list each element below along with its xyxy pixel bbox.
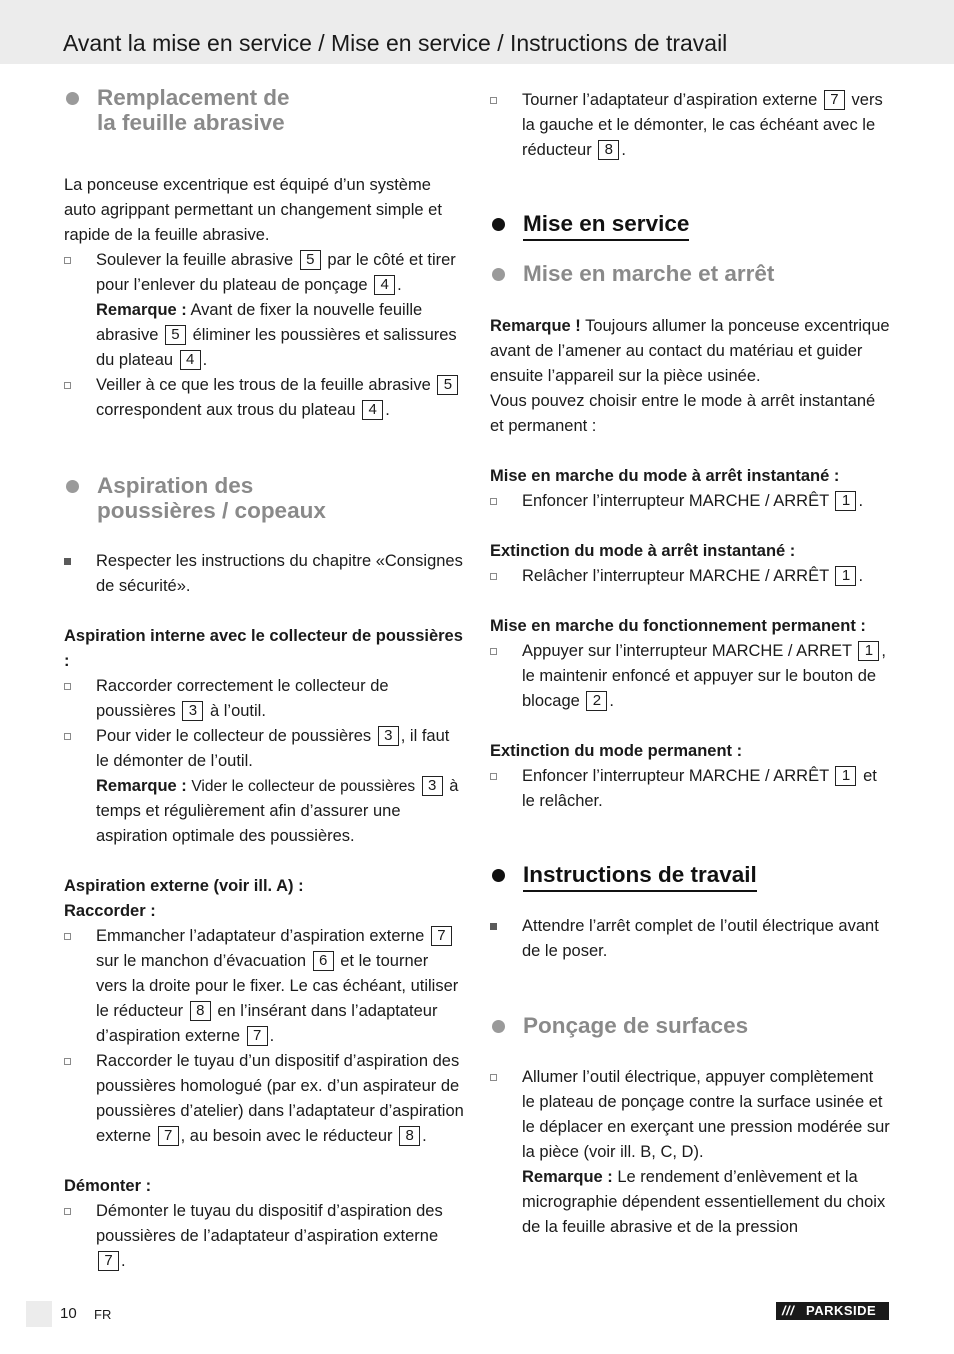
bullet-dot-icon <box>66 480 79 493</box>
instant-on-steps <box>490 489 890 514</box>
square-bullet-icon <box>490 923 497 930</box>
checkbox-bullet-icon <box>490 573 497 580</box>
section-heading-replacement: Remplacement de la feuille abrasive <box>64 85 464 135</box>
logo-slashes: /// <box>782 1303 795 1318</box>
intro-paragraph: La ponceuse excentrique est équipé d’un système auto agrippant permettant un changement simple et rapide de la feuille abrasive. <box>64 176 442 244</box>
warning-paragraph: Remarque ! Toujours allumer la ponceuse excentrique avant de l’amener au contact du matériau et guider ensuite l’appareil sur la pièce usinée. <box>490 317 890 385</box>
mode-paragraph: Vous pouvez choisir entre le mode à arrêt instantané et permanent : <box>490 392 876 435</box>
left-column <box>64 84 464 1274</box>
poncage-steps <box>490 1065 890 1240</box>
instant-off-steps <box>490 564 890 589</box>
subheading-instant-on: Mise en marche du mode à arrêt instantané : <box>490 467 840 485</box>
ref-number: 7 <box>431 926 452 946</box>
ref-number: 7 <box>98 1251 119 1271</box>
section-heading-aspiration: Aspiration des poussières / copeaux <box>64 473 464 523</box>
subheading-permanent-off: Extinction du mode permanent : <box>490 742 743 760</box>
checkbox-bullet-icon <box>490 648 497 655</box>
subheading-dismount: Démonter : <box>64 1177 152 1195</box>
list-item: Soulever la feuille abrasive 5 par le côté et tirer pour l’enlever du plateau de ponçage 4 . Remarque : Avant de fixer la nouvelle feuille abrasive 5 éliminer les poussières et salissures du plateau 4 . <box>64 248 464 373</box>
checkbox-bullet-icon <box>490 773 497 780</box>
ref-number: 3 <box>182 701 203 721</box>
section-heading-poncage: Ponçage de surfaces <box>490 1013 890 1038</box>
section-heading-instructions: Instructions de travail <box>490 862 890 887</box>
ref-number: 4 <box>362 400 383 420</box>
ref-number: 1 <box>835 491 856 511</box>
list-item: Appuyer sur l’interrupteur MARCHE / ARRET 1 , le maintenir enfoncé et appuyer sur le bouton de blocage 2 . <box>490 639 890 714</box>
ref-number: 8 <box>399 1126 420 1146</box>
internal-steps <box>64 674 464 849</box>
page-title: Avant la mise en service / Mise en service / Instructions de travail <box>63 30 728 56</box>
ref-number: 3 <box>378 726 399 746</box>
checkbox-bullet-icon <box>490 498 497 505</box>
list-item: Relâcher l’interrupteur MARCHE / ARRÊT 1 . <box>490 564 890 589</box>
subheading-internal: Aspiration interne avec le collecteur de poussières : <box>64 627 463 670</box>
checkbox-bullet-icon <box>64 683 71 690</box>
ref-number: 1 <box>835 566 856 586</box>
list-item: Raccorder le tuyau d’un dispositif d’aspiration des poussières homologué (par ex. d’un aspirateur de poussières d’atelier) dans l’adaptateur d’aspiration externe 7 , au besoin avec le réducteur 8 . <box>64 1049 464 1149</box>
list-item: Enfoncer l’interrupteur MARCHE / ARRÊT 1 et le relâcher. <box>490 764 890 814</box>
list-item: Enfoncer l’interrupteur MARCHE / ARRÊT 1 . <box>490 489 890 514</box>
replacement-steps <box>64 248 464 423</box>
dismount-continued <box>490 88 890 163</box>
subheading-permanent-on: Mise en marche du fonctionnement permanent : <box>490 617 866 635</box>
square-bullet-icon <box>64 558 71 565</box>
ref-number: 4 <box>374 275 395 295</box>
bullet-dot-icon <box>492 268 505 281</box>
safety-list <box>64 549 464 599</box>
checkbox-bullet-icon <box>64 933 71 940</box>
ref-number: 4 <box>180 350 201 370</box>
list-item: Allumer l’outil électrique, appuyer complètement le plateau de ponçage contre la surface usinée et le déplacer en exerçant une pression modérée sur la pièce (voir ill. B, C, D). Remarque : Le rendement d’enlèvement et la micrographie dépendent essentiellement du choix de la feuille abrasive et de la pression <box>490 1065 890 1240</box>
ref-number: 5 <box>165 325 186 345</box>
checkbox-bullet-icon <box>64 382 71 389</box>
right-column <box>490 88 890 1240</box>
logo-brand: PARKSIDE <box>806 1303 877 1318</box>
bullet-dot-icon <box>492 218 505 231</box>
checkbox-bullet-icon <box>64 1058 71 1065</box>
instructions-list <box>490 914 890 964</box>
list-item: Démonter le tuyau du dispositif d’aspiration des poussières de l’adaptateur d’aspiration externe 7 . <box>64 1199 464 1274</box>
section-heading-marche-arret: Mise en marche et arrêt <box>490 261 890 286</box>
ref-number: 5 <box>300 250 321 270</box>
ref-number: 8 <box>598 140 619 160</box>
list-item: Emmancher l’adaptateur d’aspiration externe 7 sur le manchon d’évacuation 6 et le tourner vers la droite pour le fixer. Le cas échéant, utiliser le réducteur 8 en l’insérant dans l’adaptateur d’aspiration externe 7 . <box>64 924 464 1049</box>
bullet-dot-icon <box>492 869 505 882</box>
permanent-off-steps <box>490 764 890 814</box>
checkbox-bullet-icon <box>490 97 497 104</box>
ref-number: 7 <box>247 1026 268 1046</box>
list-item: Raccorder correctement le collecteur de poussières 3 à l’outil. <box>64 674 464 724</box>
ref-number: 1 <box>835 766 856 786</box>
ref-number: 1 <box>858 641 879 661</box>
ref-number: 5 <box>437 375 458 395</box>
ref-number: 8 <box>190 1001 211 1021</box>
ref-number: 6 <box>313 951 334 971</box>
subheading-instant-off: Extinction du mode à arrêt instantané : <box>490 542 796 560</box>
checkbox-bullet-icon <box>64 1208 71 1215</box>
ref-number: 7 <box>158 1126 179 1146</box>
warning-label: Remarque ! <box>490 317 581 335</box>
note-label: Remarque : <box>522 1168 613 1186</box>
note-label: Remarque : <box>96 777 187 795</box>
ref-number: 7 <box>824 90 845 110</box>
list-item: Veiller à ce que les trous de la feuille abrasive 5 correspondent aux trous du plateau 4 . <box>64 373 464 423</box>
ref-number: 2 <box>586 691 607 711</box>
subheading-external: Aspiration externe (voir ill. A) : <box>64 877 304 895</box>
list-item: Attendre l’arrêt complet de l’outil électrique avant de le poser. <box>490 914 890 964</box>
bullet-dot-icon <box>492 1020 505 1033</box>
checkbox-bullet-icon <box>64 733 71 740</box>
list-item: Tourner l’adaptateur d’aspiration externe 7 vers la gauche et le démonter, le cas échéant avec le réducteur 8 . <box>490 88 890 163</box>
section-heading-mise-en-service: Mise en service <box>490 211 890 236</box>
permanent-on-steps <box>490 639 890 714</box>
checkbox-bullet-icon <box>490 1074 497 1081</box>
language-code: FR <box>94 1307 112 1322</box>
note-label: Remarque : <box>96 301 187 319</box>
bullet-dot-icon <box>66 92 79 105</box>
page-marker <box>26 1301 52 1327</box>
parkside-logo <box>776 1302 889 1320</box>
checkbox-bullet-icon <box>64 257 71 264</box>
page-number: 10 <box>60 1305 77 1322</box>
list-item: Respecter les instructions du chapitre «Consignes de sécurité». <box>64 549 464 599</box>
ref-number: 3 <box>422 776 443 796</box>
external-steps <box>64 924 464 1149</box>
subheading-connect: Raccorder : <box>64 902 156 920</box>
dismount-steps <box>64 1199 464 1274</box>
list-item: Pour vider le collecteur de poussières 3 , il faut le démonter de l’outil. Remarque : Vider le collecteur de poussières 3 à temps et régulièrement afin d’assurer une aspiration optimale des poussières. <box>64 724 464 849</box>
